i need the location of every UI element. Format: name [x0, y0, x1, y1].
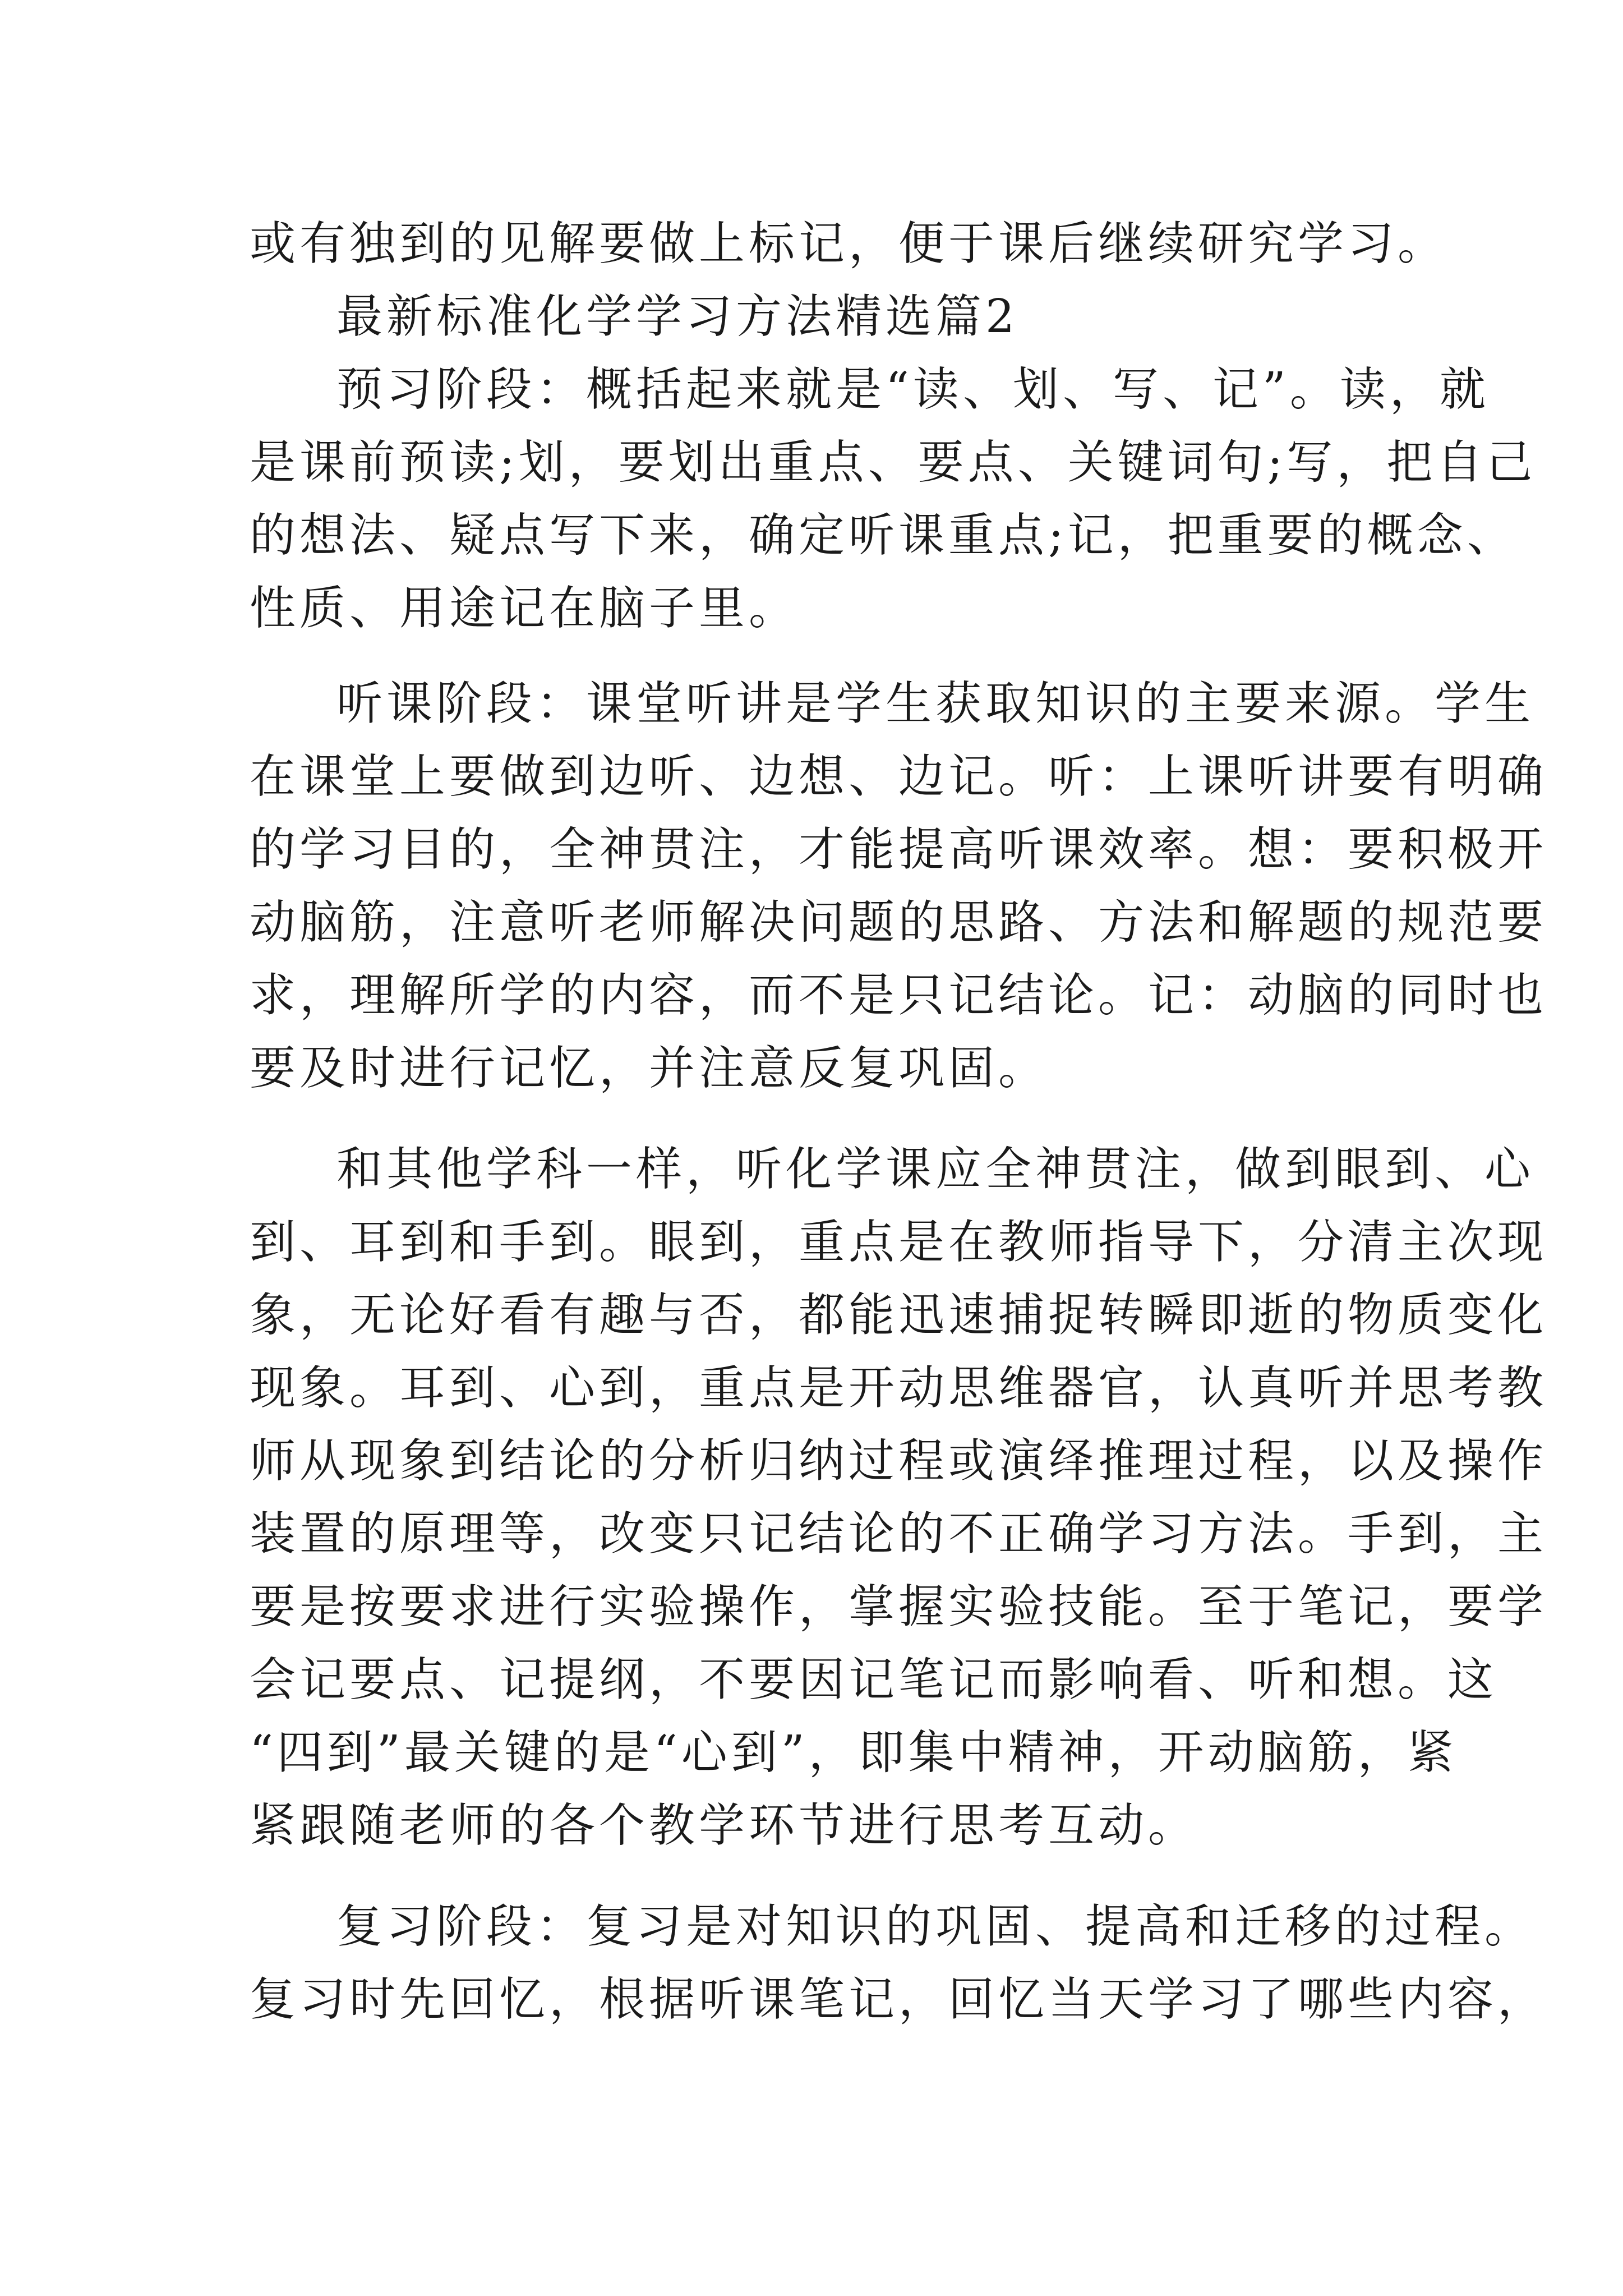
section-heading: 最新标准化学学习方法精选篇2	[336, 290, 1019, 343]
text-line: 是课前预读;划，要划出重点、要点、关键词句;写，把自己	[250, 436, 1537, 489]
text-line: 性质、用途记在脑子里。	[250, 582, 799, 635]
text-line: 和其他学科一样，听化学课应全神贯注，做到眼到、心	[336, 1143, 1535, 1196]
text-line: 求，理解所学的内容，而不是只记结论。记：动脑的同时也	[250, 969, 1548, 1022]
text-line: 要是按要求进行实验操作，掌握实验技能。至于笔记，要学	[250, 1580, 1548, 1634]
text-line: 紧跟随老师的各个教学环节进行思考互动。	[250, 1799, 1198, 1852]
text-line: 要及时进行记忆，并注意反复巩固。	[250, 1042, 1049, 1095]
text-line: 的想法、疑点写下来，确定听课重点;记，把重要的概念、	[250, 509, 1517, 562]
text-line: 复习时先回忆，根据听课笔记，回忆当天学习了哪些内容，	[250, 1973, 1548, 2026]
text-line: 或有独到的见解要做上标记，便于课后继续研究学习。	[250, 217, 1448, 270]
text-line: 师从现象到结论的分析归纳过程或演绎推理过程，以及操作	[250, 1434, 1548, 1488]
text-line: 会记要点、记提纲，不要因记笔记而影响看、听和想。这	[250, 1653, 1498, 1706]
text-line: “四到”最关键的是“心到”，即集中精神，开动脑筋，紧	[250, 1726, 1458, 1779]
text-line: 的学习目的，全神贯注，才能提高听课效率。想：要积极开	[250, 823, 1548, 876]
text-line: 现象。耳到、心到，重点是开动思维器官，认真听并思考教	[250, 1361, 1548, 1415]
text-line: 在课堂上要做到边听、边想、边记。听：上课听讲要有明确	[250, 750, 1548, 803]
text-line: 预习阶段：概括起来就是“读、划、写、记”。读，就	[336, 363, 1490, 416]
text-line: 复习阶段：复习是对知识的巩固、提高和迁移的过程。	[336, 1900, 1535, 1953]
text-line: 动脑筋，注意听老师解决问题的思路、方法和解题的规范要	[250, 896, 1548, 949]
text-line: 到、耳到和手到。眼到，重点是在教师指导下，分清主次现	[250, 1216, 1548, 1269]
text-line: 听课阶段：课堂听讲是学生获取知识的主要来源。学生	[336, 677, 1535, 730]
text-line: 象，无论好看有趣与否，都能迅速捕捉转瞬即逝的物质变化	[250, 1289, 1548, 1342]
text-line: 装置的原理等，改变只记结论的不正确学习方法。手到，主	[250, 1507, 1548, 1561]
